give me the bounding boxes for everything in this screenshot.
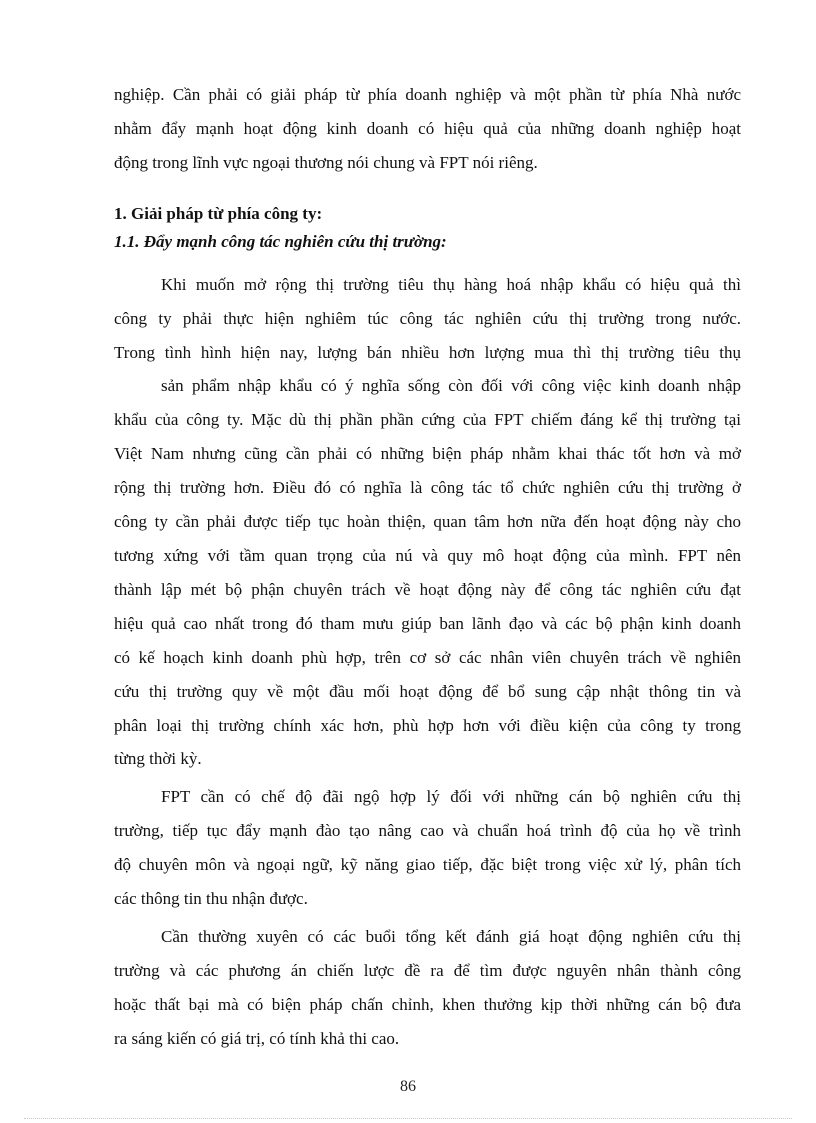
text-line: trường và các phương án chiến lược đề ra để tìm được nguyên nhân thành công [114,960,741,980]
paragraph-3 [114,780,741,916]
text-line: công ty phải thực hiện nghiêm túc công tác nghiên cứu thị trường trong nước. [114,308,741,328]
paragraph-1 [114,268,741,370]
text-line: động trong lĩnh vực ngoại thương nói chung và FPT nói riêng. [114,152,538,172]
text-line: các thông tin thu nhận được. [114,889,308,909]
paragraph-4 [114,920,741,1056]
text-line: Việt Nam nhưng cũng cần phải có những biện pháp nhằm khai thác tốt hơn và mở [114,444,741,464]
paragraph-2 [114,369,741,776]
text-line: trường, tiếp tục đẩy mạnh đào tạo nâng cao và chuẩn hoá trình độ của họ về trình [114,821,741,841]
paragraph-intro [114,78,741,180]
text-line: hoặc thất bại mà có biện pháp chấn chỉnh, khen thưởng kịp thời những cán bộ đưa [114,994,741,1014]
text-line: tương xứng với tầm quan trọng của nú và quy mô hoạt động của mình. FPT nên [114,545,741,565]
text-line: Khi muốn mở rộng thị trường tiêu thụ hàng hoá nhập khẩu có hiệu quả thì [161,274,741,294]
footer-divider [24,1118,792,1119]
text-line: công ty cần phải được tiếp tục hoàn thiện, quan tâm hơn nữa đến hoạt động này cho [114,512,741,532]
text-line: thành lập mét bộ phận chuyên trách về hoạt động này để công tác nghiên cứu đạt [114,579,741,599]
text-line: độ chuyên môn và ngoại ngữ, kỹ năng giao tiếp, đặc biệt trong việc xử lý, phân tích [114,855,741,875]
text-line: khẩu của công ty. Mặc dù thị phần phần cứng của FPT chiếm đáng kể thị trường tại [114,410,741,430]
text-line: nhằm đẩy mạnh hoạt động kinh doanh có hiệu quả của những doanh nghiệp hoạt [114,118,741,138]
text-line: Trong tình hình hiện nay, lượng bán nhiều hơn lượng mua thì thị trường tiêu thụ [114,342,741,362]
text-line: cứu thị trường quy về một đầu mối hoạt động để bổ sung cập nhật thông tin và [114,681,741,701]
text-line: nghiệp. Cần phải có giải pháp từ phía doanh nghiệp và một phần từ phía Nhà nước [114,85,741,104]
document-page [114,78,741,1056]
text-line: hiệu quả cao nhất trong đó tham mưu giúp ban lãnh đạo và các bộ phận kinh doanh [114,613,741,633]
page-number: 86 [400,1078,416,1095]
text-line: rộng thị trường hơn. Điều đó có nghĩa là công tác tổ chức nghiên cứu thị trường ở [114,478,741,498]
subsection-heading: 1.1. Đẩy mạnh công tác nghiên cứu thị trường: [114,231,447,251]
section-heading: 1. Giải pháp từ phía công ty: [114,203,323,223]
text-line: sản phẩm nhập khẩu có ý nghĩa sống còn đối với công việc kinh doanh nhập [161,376,741,396]
text-line: ra sáng kiến có giá trị, có tính khả thi cao. [114,1028,400,1048]
text-line: từng thời kỳ. [114,749,202,769]
text-line: FPT cần có chế độ đãi ngộ hợp lý đối với những cán bộ nghiên cứu thị [161,787,741,807]
text-line: Cần thường xuyên có các buổi tổng kết đánh giá hoạt động nghiên cứu thị [161,926,741,946]
text-line: phân loại thị trường chính xác hơn, phù hợp hơn với điều kiện của công ty trong [114,715,741,735]
text-line: có kế hoạch kinh doanh phù hợp, trên cơ sở các nhân viên chuyên trách về nghiên [114,647,741,667]
